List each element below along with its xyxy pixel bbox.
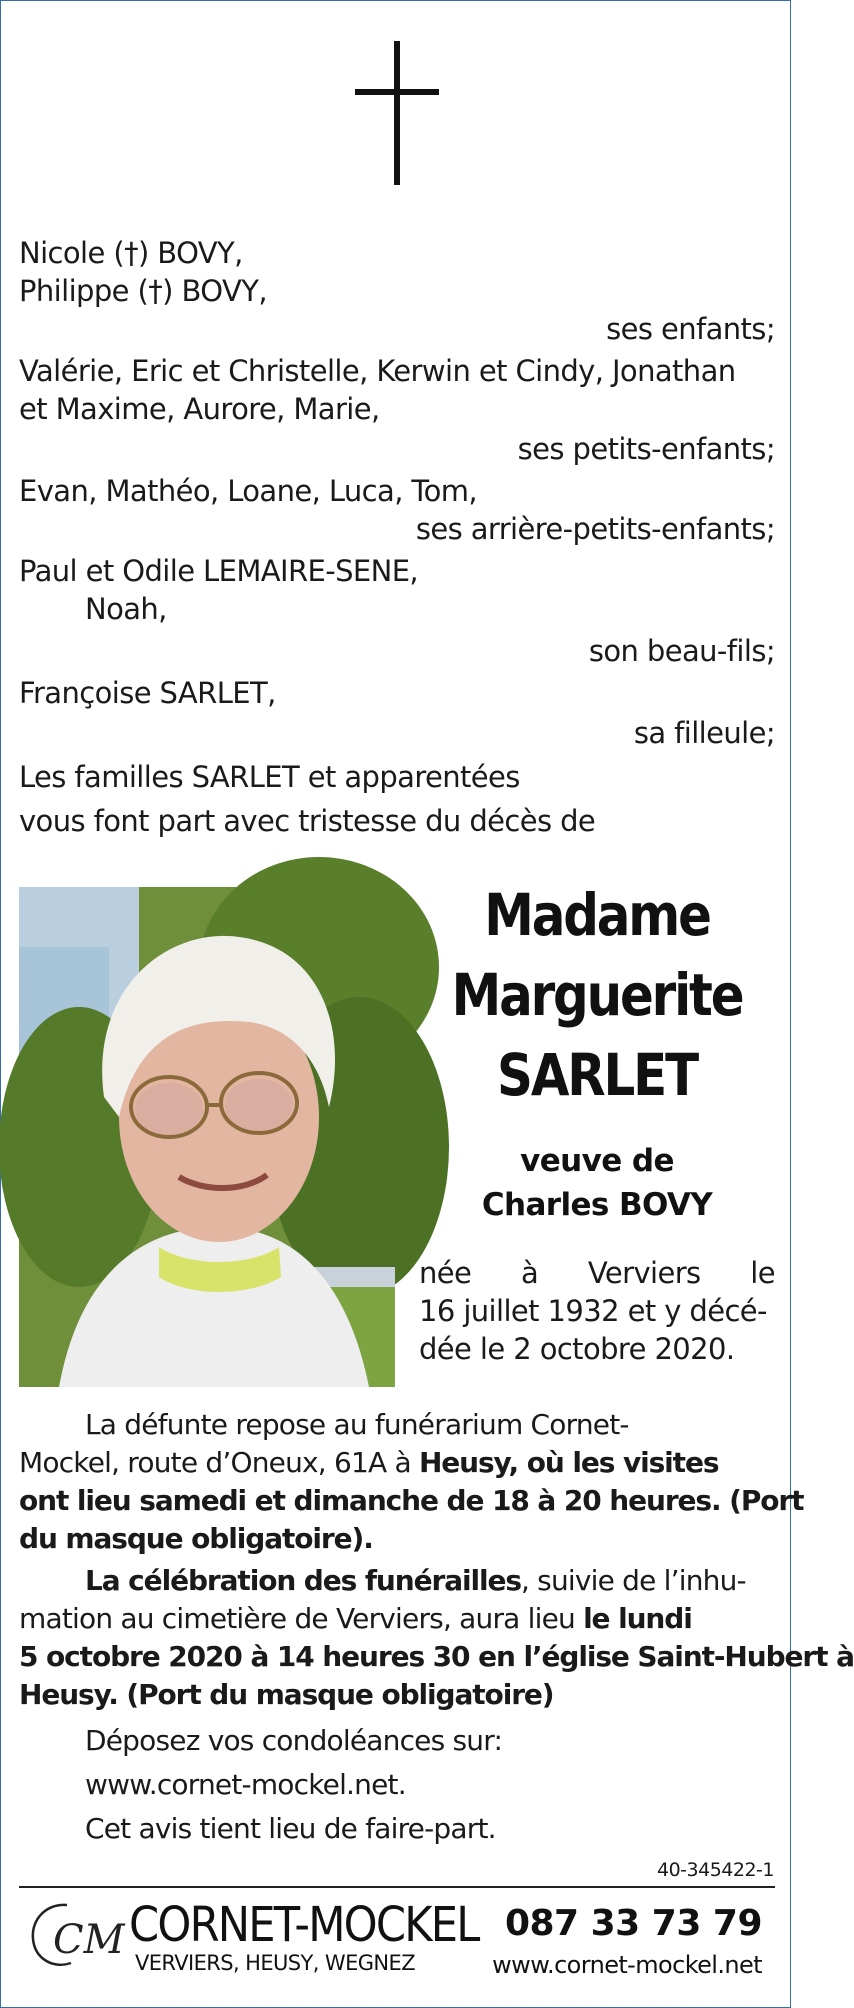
relation-label: son beau-fils; xyxy=(588,634,775,668)
birth-word: le xyxy=(750,1256,775,1290)
deceased-last-name: SARLET xyxy=(497,1041,697,1109)
birth-word: à xyxy=(521,1256,539,1290)
visitation-line: du masque obligatoire). xyxy=(19,1522,373,1555)
cm-monogram-logo xyxy=(27,1897,125,1973)
family-line: Evan, Mathéo, Loane, Luca, Tom, xyxy=(19,474,478,508)
logo-text: CM xyxy=(53,1917,125,1963)
birth-line: 16 juillet 1932 et y décé- xyxy=(419,1294,767,1328)
funeral-line: 5 octobre 2020 à 14 heures 30 en l’église Saint-Hubert à xyxy=(19,1640,854,1673)
funeral-line: La célébration des funérailles, suivie de l’inhu- xyxy=(85,1564,746,1597)
widow-of-label: veuve de xyxy=(520,1143,674,1179)
family-line: Nicole (†) BOVY, xyxy=(19,236,243,270)
visitation-line: Mockel, route d’Oneux, 61A à Heusy, où les visites xyxy=(19,1446,719,1479)
portrait-photo xyxy=(19,887,395,1387)
deceased-title: Madame xyxy=(484,881,710,949)
condolences-line: Déposez vos condoléances sur: xyxy=(85,1724,503,1757)
footer-divider xyxy=(19,1886,775,1888)
spouse-name: Charles BOVY xyxy=(481,1187,713,1223)
reference-number: 40-345422-1 xyxy=(656,1859,774,1881)
funeral-line: mation au cimetière de Verviers, aura lieu le lundi xyxy=(19,1602,692,1635)
visitation-line: La défunte repose au funérarium Cornet- xyxy=(85,1408,629,1441)
website-link[interactable]: www.cornet-mockel.net xyxy=(492,1951,762,1979)
family-line: Paul et Odile LEMAIRE-SENE, xyxy=(19,554,419,588)
announcement-line: vous font part avec tristesse du décès de xyxy=(19,804,596,838)
phone-number[interactable]: 087 33 73 79 xyxy=(504,1903,762,1944)
family-line: Philippe (†) BOVY, xyxy=(19,274,267,308)
visitation-line: ont lieu samedi et dimanche de 18 à 20 heures. (Port xyxy=(19,1484,804,1517)
family-line: Noah, xyxy=(85,592,167,626)
family-line: Les familles SARLET et apparentées xyxy=(19,760,520,794)
death-line: dée le 2 octobre 2020. xyxy=(419,1332,735,1366)
relation-label: sa filleule; xyxy=(633,716,775,750)
relation-label: ses enfants; xyxy=(606,312,775,346)
deceased-first-name: Marguerite xyxy=(451,961,743,1029)
cross-vertical-bar xyxy=(394,41,400,185)
brand-towns: VERVIERS, HEUSY, WEGNEZ xyxy=(135,1951,415,1975)
funeral-line: Heusy. (Port du masque obligatoire) xyxy=(19,1678,554,1711)
condolences-url[interactable]: www.cornet-mockel.net. xyxy=(85,1768,406,1801)
family-line: Françoise SARLET, xyxy=(19,676,276,710)
relation-label: ses petits-enfants; xyxy=(517,432,775,466)
brand-name: CORNET-MOCKEL xyxy=(129,1897,479,1953)
notice-line: Cet avis tient lieu de faire-part. xyxy=(85,1812,496,1845)
relation-label: ses arrière-petits-enfants; xyxy=(415,512,775,546)
birth-word: Verviers xyxy=(587,1256,701,1290)
family-line: Valérie, Eric et Christelle, Kerwin et Cindy, Jonathan xyxy=(19,354,736,388)
birth-word: née xyxy=(419,1256,472,1290)
birth-line xyxy=(419,1255,775,1291)
family-line: et Maxime, Aurore, Marie, xyxy=(19,392,380,426)
cross-horizontal-bar xyxy=(355,89,439,95)
